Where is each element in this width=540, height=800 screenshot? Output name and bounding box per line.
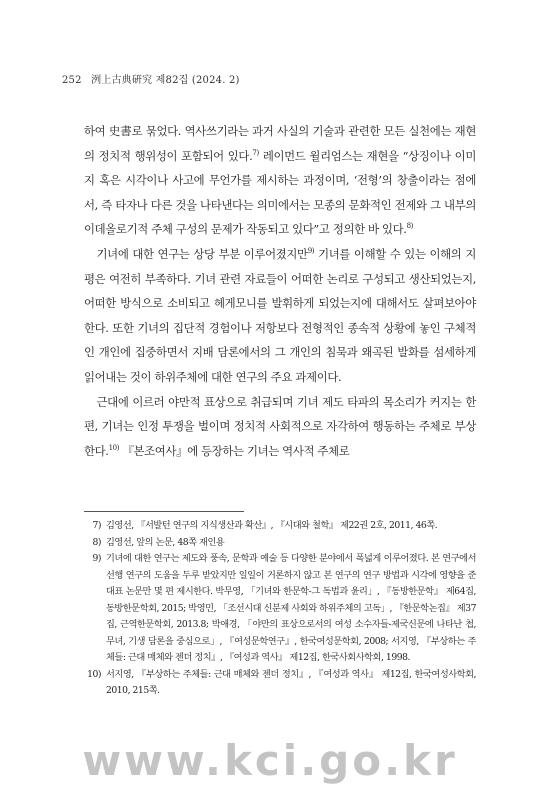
footnote-text: 서지영, 『부상하는 주체들: 근대 매체와 젠더 정치』, 『여성과 역사』 제12집, 한국여성사학회, 2010, 215쪽. <box>106 668 476 696</box>
footnote-number: 9) <box>92 553 101 564</box>
footnote-ref-7[interactable]: 7) <box>252 148 259 157</box>
paragraph-text: 근대에 이르러 야만적 표상으로 취급되며 기녀 제도 타파의 목소리가 커지는 한편, 기녀는 인정 투쟁을 벌이며 정치적 사회적으로 자각하여 행동하는 주체로 부상한다. <box>84 394 476 458</box>
footnote-9 <box>84 551 476 667</box>
paragraph-text: 하여 史書로 묶었다. 역사쓰기라는 과거 사실의 기술과 관련한 모든 실천에는 재현의 정치적 행위성이 포함되어 있다. <box>84 124 476 163</box>
footnote-number: 10) <box>87 668 101 680</box>
paragraph-3 <box>84 390 476 464</box>
footnote-ref-10[interactable]: 10) <box>108 443 120 452</box>
footnote-ref-8[interactable]: 8) <box>406 222 414 231</box>
paragraph-text: 『본조여사』에 등장하는 기녀는 역사적 주체로 <box>119 443 350 458</box>
footnote-text: 김영선, 『서발턴 연구의 지식생산과 확산』, 『시대와 철학』 제22권 2호, 2011, 46쪽. <box>106 520 438 531</box>
footnote-10 <box>84 667 476 700</box>
footnote-7 <box>84 518 476 535</box>
footnote-ref-9[interactable]: 9) <box>307 247 315 256</box>
footnote-text: 기녀에 대한 연구는 제도와 풍속, 문학과 예술 등 다양한 분야에서 폭넓게 이루어졌다. 본 연구에서 선행 연구의 도움을 두루 받았지만 일일이 거론하지 않고 본 연구의 연구 방법과 시각에 영향을 준 대표 논문만 몇 편 제시한다. 박무영, 「기녀와 한문학-그 독법과 윤리」, 『동방한문학』 제64집, 동방한문학회, 2015; 박영민, 「조선시대 신분제 사회와 하위주체의 고독」, 『한문학논집』 제37집, 근역한문학회, 2013.8; 박애경, 「야만의 표상으로서의 여성 소수자들-제국신문에 나타난 첩, 무녀, 기생 담론을 중심으로」, 『여성문학연구』, 한국여성문학회, 2008; 서지영, 『부상하는 주체들: 근대 매체와 젠더 정치』, 『여성과 역사』 제12집, 한국사회사학회, 1998. <box>106 553 476 663</box>
footnote-number: 8) <box>92 536 101 548</box>
footnote-divider <box>84 511 244 512</box>
journal-title: 洌上古典硏究 제82집 (2024. 2) <box>91 75 240 86</box>
footnotes <box>84 518 476 700</box>
paragraph-1 <box>84 119 476 242</box>
page-number: 252 <box>62 75 82 86</box>
footnote-text: 김영선, 앞의 논문, 48쪽 재인용 <box>106 536 225 548</box>
footnote-number: 7) <box>92 520 101 531</box>
paragraph-text: 기녀에 대한 연구는 상당 부분 이루어졌지만 <box>96 246 308 261</box>
body-text <box>84 119 476 463</box>
paragraph-text: 기녀를 이해할 수 있는 이해의 지평은 여전히 부족하다. 기녀 관련 자료들이 어떠한 논리로 구성되고 생산되었는지, 어떠한 방식으로 소비되고 헤게모니를 발휘하게 되었는지에 대해서도 살펴보아야 한다. 또한 기녀의 집단적 경험이나 저항보다 전형적인 종속적 상황에 놓인 구체적인 개인에 집중하면서 지배 담론에서의 그 개인의 침묵과 왜곡된 발화를 섬세하게 읽어내는 것이 하위주체에 대한 연구의 주요 과제이다. <box>84 246 476 384</box>
paragraph-text: 레이먼드 윌리엄스는 재현을 “상징이나 이미지 혹은 시각이나 사고에 무언가를 제시하는 과정이며, ‘전형’의 창출이라는 점에서, 즉 타자나 다른 것을 나타낸다는 의미에서는 모종의 문화적인 전제와 그 내부의 이데올로기적 주체 구성의 문제가 작동되고 있다”고 정의한 바 있다. <box>84 148 476 237</box>
paragraph-2 <box>84 242 476 390</box>
running-header <box>62 71 240 86</box>
watermark: www.kci.go.kr <box>82 736 458 785</box>
footnote-8 <box>84 535 476 552</box>
